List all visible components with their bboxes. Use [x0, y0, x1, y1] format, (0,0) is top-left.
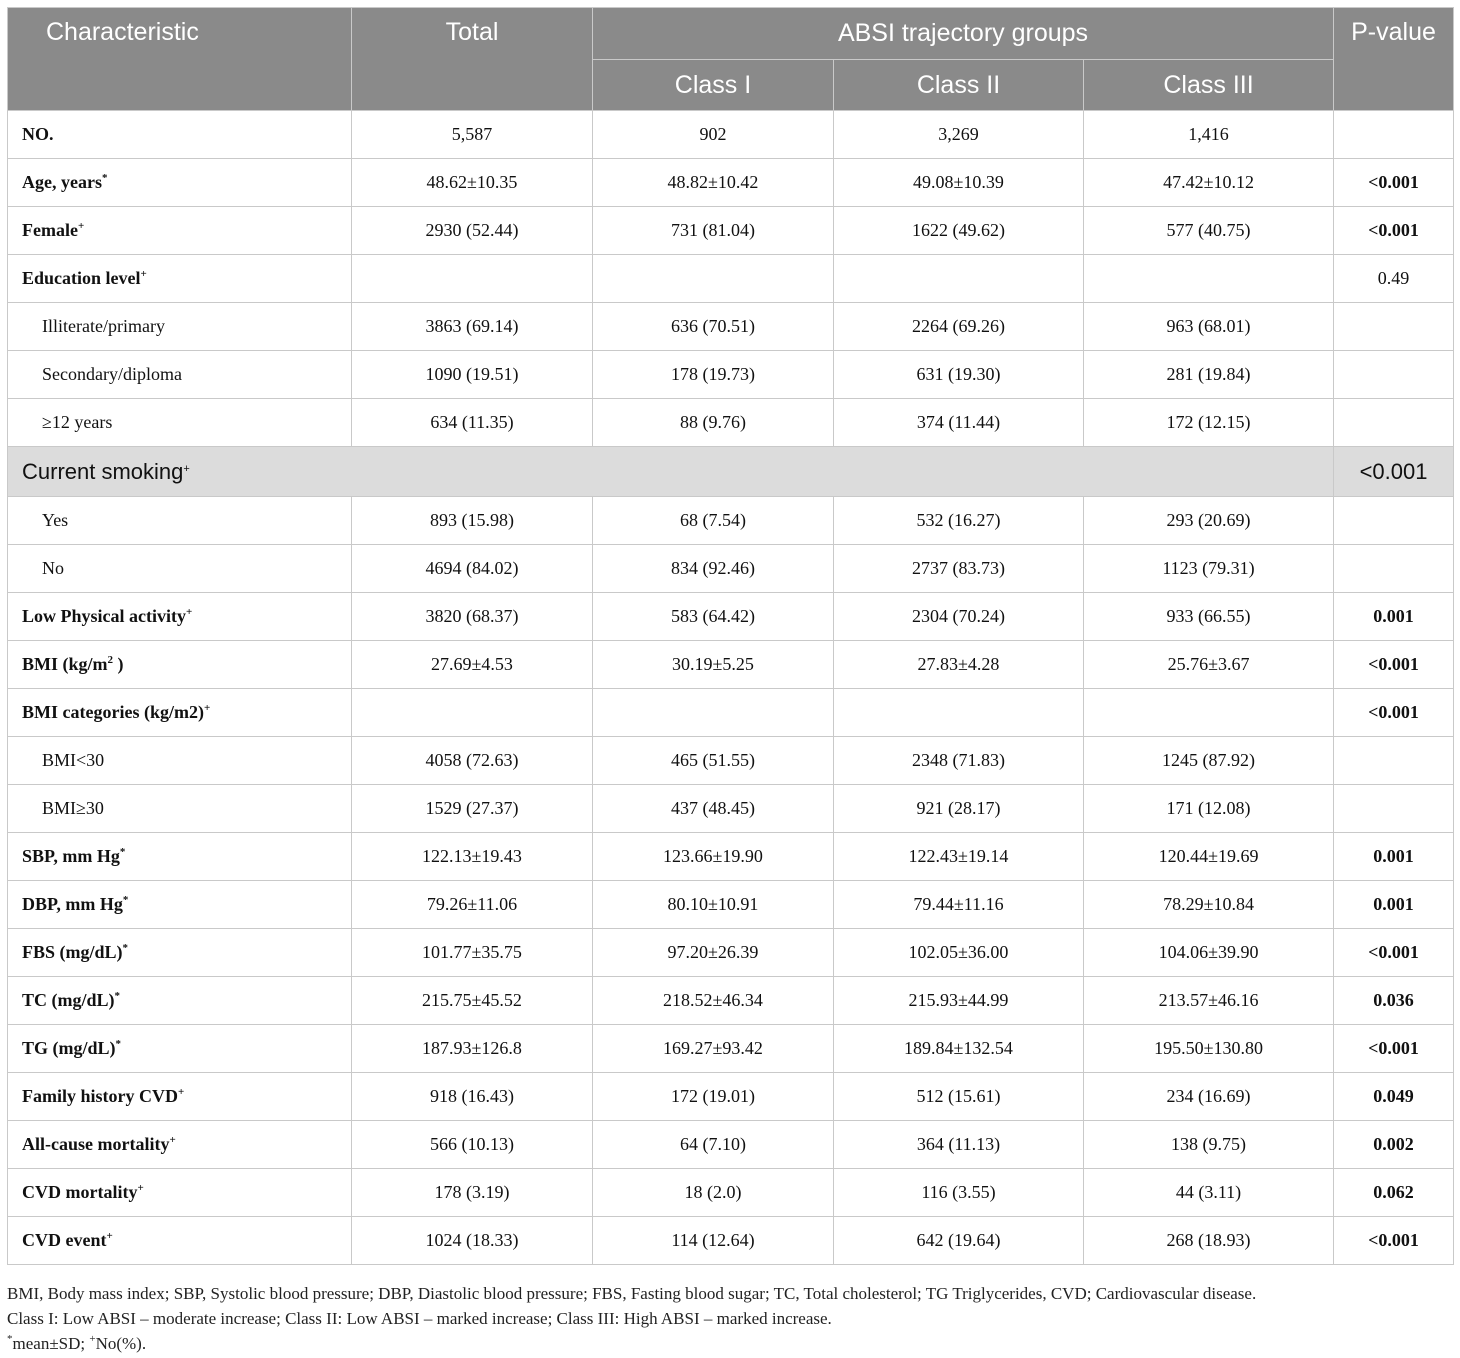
cell-class-3: 104.06±39.90 [1084, 929, 1334, 977]
cell-class-2: 642 (19.64) [834, 1217, 1084, 1265]
cell-class-1: 902 [593, 111, 834, 159]
row-label: Female+ [8, 207, 352, 255]
cell-total: 893 (15.98) [352, 497, 593, 545]
cell-p-value: <0.001 [1334, 641, 1454, 689]
cell-class-1: 465 (51.55) [593, 737, 834, 785]
cell-total: 187.93±126.8 [352, 1025, 593, 1073]
cell-total: 1090 (19.51) [352, 351, 593, 399]
cell-class-3: 933 (66.55) [1084, 593, 1334, 641]
table-row [8, 689, 1454, 737]
table-row [8, 1025, 1454, 1073]
table-row [8, 593, 1454, 641]
row-label: CVD event+ [8, 1217, 352, 1265]
footnote-abbreviations: BMI, Body mass index; SBP, Systolic blood pressure; DBP, Diastolic blood pressure; FBS, Fasting blood sugar; TC, Total cholesterol; TG Triglycerides, CVD; Cardiovascular disease. [7, 1284, 1257, 1303]
table-row [8, 255, 1454, 303]
cell-class-2: 189.84±132.54 [834, 1025, 1084, 1073]
table-row [8, 111, 1454, 159]
cell-p-value: 0.001 [1334, 881, 1454, 929]
cell-class-2: 215.93±44.99 [834, 977, 1084, 1025]
table-row [8, 399, 1454, 447]
row-label: All-cause mortality+ [8, 1121, 352, 1169]
table-row [8, 833, 1454, 881]
cell-class-3 [1084, 689, 1334, 737]
row-label: TC (mg/dL)* [8, 977, 352, 1025]
row-label: BMI<30 [8, 737, 352, 785]
footnote-markers: *mean±SD; +No(%). [7, 1333, 147, 1353]
cell-class-1: 731 (81.04) [593, 207, 834, 255]
cell-p-value [1334, 351, 1454, 399]
cell-class-1: 48.82±10.42 [593, 159, 834, 207]
cell-total [352, 689, 593, 737]
cell-p-value: <0.001 [1334, 447, 1454, 497]
cell-class-2: 512 (15.61) [834, 1073, 1084, 1121]
cell-p-value: <0.001 [1334, 1025, 1454, 1073]
cell-class-2: 2304 (70.24) [834, 593, 1084, 641]
cell-class-3: 213.57±46.16 [1084, 977, 1334, 1025]
cell-p-value: <0.001 [1334, 929, 1454, 977]
cell-total: 1529 (27.37) [352, 785, 593, 833]
cell-total: 101.77±35.75 [352, 929, 593, 977]
row-label: Illiterate/primary [8, 303, 352, 351]
row-label: Secondary/diploma [8, 351, 352, 399]
cell-p-value [1334, 303, 1454, 351]
cell-total: 3863 (69.14) [352, 303, 593, 351]
row-label: SBP, mm Hg* [8, 833, 352, 881]
cell-total: 5,587 [352, 111, 593, 159]
cell-class-1: 636 (70.51) [593, 303, 834, 351]
cell-class-3: 577 (40.75) [1084, 207, 1334, 255]
cell-p-value [1334, 111, 1454, 159]
cell-class-2: 2737 (83.73) [834, 545, 1084, 593]
cell-class-3: 963 (68.01) [1084, 303, 1334, 351]
cell-total: 4694 (84.02) [352, 545, 593, 593]
row-label: Low Physical activity+ [8, 593, 352, 641]
cell-p-value [1334, 545, 1454, 593]
cell-p-value: <0.001 [1334, 1217, 1454, 1265]
cell-p-value: 0.036 [1334, 977, 1454, 1025]
cell-class-2: 532 (16.27) [834, 497, 1084, 545]
cell-class-1: 218.52±46.34 [593, 977, 834, 1025]
cell-class-3: 47.42±10.12 [1084, 159, 1334, 207]
row-label: BMI ($kg/m^2$ ) [8, 641, 352, 689]
section-label: Current smoking+ [8, 447, 1334, 497]
cell-class-3: 195.50±130.80 [1084, 1025, 1334, 1073]
cell-class-1: 169.27±93.42 [593, 1025, 834, 1073]
table-row [8, 641, 1454, 689]
header-class-3: Class III [1084, 60, 1334, 111]
row-label: Education level+ [8, 255, 352, 303]
cell-class-2: 364 (11.13) [834, 1121, 1084, 1169]
row-label: DBP, mm Hg* [8, 881, 352, 929]
cell-class-3: 138 (9.75) [1084, 1121, 1334, 1169]
cell-class-2: 2264 (69.26) [834, 303, 1084, 351]
row-label: Family history CVD+ [8, 1073, 352, 1121]
table-row [8, 1217, 1454, 1265]
cell-total: 79.26±11.06 [352, 881, 593, 929]
cell-p-value: 0.49 [1334, 255, 1454, 303]
row-label: FBS (mg/dL)* [8, 929, 352, 977]
cell-class-3: 268 (18.93) [1084, 1217, 1334, 1265]
row-label: CVD mortality+ [8, 1169, 352, 1217]
cell-class-1: 123.66±19.90 [593, 833, 834, 881]
cell-class-3: 293 (20.69) [1084, 497, 1334, 545]
cell-class-2: 3,269 [834, 111, 1084, 159]
cell-class-2: 27.83±4.28 [834, 641, 1084, 689]
cell-class-3: 281 (19.84) [1084, 351, 1334, 399]
cell-class-3: 120.44±19.69 [1084, 833, 1334, 881]
cell-class-1: 114 (12.64) [593, 1217, 834, 1265]
cell-class-1 [593, 689, 834, 737]
table-row [8, 497, 1454, 545]
cell-p-value [1334, 785, 1454, 833]
cell-p-value: <0.001 [1334, 689, 1454, 737]
footnote-class-definitions: Class I: Low ABSI – moderate increase; Class II: Low ABSI – marked increase; Class III: High ABSI – marked increase. [7, 1309, 832, 1328]
table-row [8, 881, 1454, 929]
table-row [8, 785, 1454, 833]
cell-total: 634 (11.35) [352, 399, 593, 447]
cell-class-2: 1622 (49.62) [834, 207, 1084, 255]
header-characteristic: Characteristic [8, 8, 352, 111]
cell-class-1: 68 (7.54) [593, 497, 834, 545]
cell-p-value: 0.049 [1334, 1073, 1454, 1121]
cell-class-1: 172 (19.01) [593, 1073, 834, 1121]
header-p-value: P-value [1334, 8, 1454, 111]
cell-class-2 [834, 689, 1084, 737]
cell-class-1: 88 (9.76) [593, 399, 834, 447]
cell-total: 122.13±19.43 [352, 833, 593, 881]
cell-class-2: 49.08±10.39 [834, 159, 1084, 207]
cell-class-2: 374 (11.44) [834, 399, 1084, 447]
cell-p-value [1334, 737, 1454, 785]
cell-class-1: 97.20±26.39 [593, 929, 834, 977]
table-row [8, 929, 1454, 977]
cell-class-1: 178 (19.73) [593, 351, 834, 399]
row-label: Age, years* [8, 159, 352, 207]
row-label: Yes [8, 497, 352, 545]
cell-class-3: 44 (3.11) [1084, 1169, 1334, 1217]
cell-total: 27.69±4.53 [352, 641, 593, 689]
cell-total: 215.75±45.52 [352, 977, 593, 1025]
table-footnotes [7, 1281, 1453, 1356]
header-absi-trajectory-groups: ABSI trajectory groups [593, 8, 1334, 60]
table-row [8, 159, 1454, 207]
cell-total: 918 (16.43) [352, 1073, 593, 1121]
cell-class-3: 78.29±10.84 [1084, 881, 1334, 929]
cell-class-3: 234 (16.69) [1084, 1073, 1334, 1121]
cell-p-value: 0.001 [1334, 833, 1454, 881]
row-label: BMI categories (kg/m2)+ [8, 689, 352, 737]
cell-total [352, 255, 593, 303]
cell-p-value: <0.001 [1334, 207, 1454, 255]
cell-class-3: 1,416 [1084, 111, 1334, 159]
cell-class-1 [593, 255, 834, 303]
cell-class-3: 171 (12.08) [1084, 785, 1334, 833]
cell-total: 1024 (18.33) [352, 1217, 593, 1265]
cell-total: 178 (3.19) [352, 1169, 593, 1217]
cell-p-value: 0.002 [1334, 1121, 1454, 1169]
table-row [8, 1073, 1454, 1121]
cell-class-3 [1084, 255, 1334, 303]
cell-class-2: 921 (28.17) [834, 785, 1084, 833]
cell-p-value [1334, 497, 1454, 545]
cell-total: 2930 (52.44) [352, 207, 593, 255]
table-row [8, 1121, 1454, 1169]
cell-class-1: 437 (48.45) [593, 785, 834, 833]
baseline-characteristics-table [7, 7, 1454, 1265]
cell-total: 4058 (72.63) [352, 737, 593, 785]
cell-p-value: 0.001 [1334, 593, 1454, 641]
section-row-current-smoking [8, 447, 1454, 497]
table-row [8, 545, 1454, 593]
cell-class-3: 172 (12.15) [1084, 399, 1334, 447]
cell-p-value [1334, 399, 1454, 447]
cell-class-2: 631 (19.30) [834, 351, 1084, 399]
cell-p-value: 0.062 [1334, 1169, 1454, 1217]
header-total: Total [352, 8, 593, 111]
cell-class-3: 25.76±3.67 [1084, 641, 1334, 689]
cell-class-1: 834 (92.46) [593, 545, 834, 593]
header-class-1: Class I [593, 60, 834, 111]
table-row [8, 977, 1454, 1025]
cell-class-2: 116 (3.55) [834, 1169, 1084, 1217]
cell-class-2: 122.43±19.14 [834, 833, 1084, 881]
table-row [8, 303, 1454, 351]
cell-total: 3820 (68.37) [352, 593, 593, 641]
row-label: ≥12 years [8, 399, 352, 447]
cell-class-1: 64 (7.10) [593, 1121, 834, 1169]
table-row [8, 351, 1454, 399]
cell-class-2: 102.05±36.00 [834, 929, 1084, 977]
cell-total: 566 (10.13) [352, 1121, 593, 1169]
cell-class-1: 18 (2.0) [593, 1169, 834, 1217]
row-label: BMI≥30 [8, 785, 352, 833]
row-label: TG (mg/dL)* [8, 1025, 352, 1073]
table-row [8, 1169, 1454, 1217]
header-class-2: Class II [834, 60, 1084, 111]
cell-class-2 [834, 255, 1084, 303]
row-label: NO. [8, 111, 352, 159]
row-label: No [8, 545, 352, 593]
cell-class-3: 1245 (87.92) [1084, 737, 1334, 785]
table-row [8, 737, 1454, 785]
cell-class-1: 30.19±5.25 [593, 641, 834, 689]
cell-class-1: 583 (64.42) [593, 593, 834, 641]
cell-class-2: 79.44±11.16 [834, 881, 1084, 929]
cell-class-3: 1123 (79.31) [1084, 545, 1334, 593]
table-row [8, 207, 1454, 255]
cell-class-1: 80.10±10.91 [593, 881, 834, 929]
cell-p-value: <0.001 [1334, 159, 1454, 207]
cell-class-2: 2348 (71.83) [834, 737, 1084, 785]
cell-total: 48.62±10.35 [352, 159, 593, 207]
